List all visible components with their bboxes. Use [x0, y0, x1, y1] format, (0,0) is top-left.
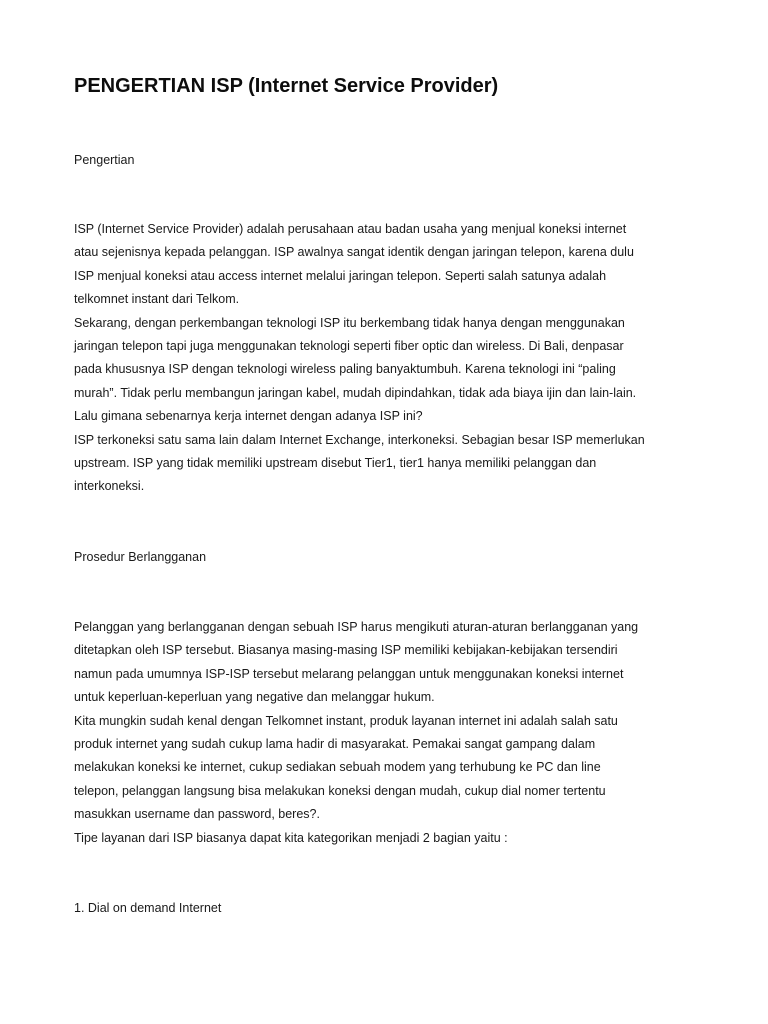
text-line: telkomnet instant dari Telkom. — [74, 292, 240, 307]
text-line: pada khususnya ISP dengan teknologi wireless paling banyaktumbuh. Karena teknologi ini “paling — [74, 362, 616, 377]
text-line: jaringan telepon tapi juga menggunakan teknologi seperti fiber optic dan wireless. Di Bali, denpasar — [74, 338, 624, 353]
text-line: ditetapkan oleh ISP tersebut. Biasanya masing-masing ISP memiliki kebijakan-kebijakan tersendiri — [74, 643, 618, 658]
text-line: untuk keperluan-keperluan yang negative dan melanggar hukum. — [74, 690, 435, 705]
text-line: interkoneksi. — [74, 479, 145, 494]
text-line: namun pada umumnya ISP-ISP tersebut melarang pelanggan untuk menggunakan koneksi internet — [74, 666, 624, 681]
text-line: upstream. ISP yang tidak memiliki upstream disebut Tier1, tier1 hanya memiliki pelanggan dan — [74, 455, 597, 470]
text-line: atau sejenisnya kepada pelanggan. ISP awalnya sangat identik dengan jaringan telepon, karena dulu — [74, 245, 634, 260]
text-line: melakukan koneksi ke internet, cukup sediakan sebuah modem yang terhubung ke PC dan line — [74, 760, 601, 775]
text-line: murah”. Tidak perlu membangun jaringan kabel, mudah dipindahkan, tidak ada biaya ijin dan lain-lain. — [74, 385, 637, 400]
section-heading-prosedur-berlangganan: Prosedur Berlangganan — [74, 550, 207, 564]
page-title: PENGERTIAN ISP (Internet Service Provider) — [74, 75, 499, 97]
text-line: Tipe layanan dari ISP biasanya dapat kita kategorikan menjadi 2 bagian yaitu : — [74, 830, 508, 845]
text-line: Sekarang, dengan perkembangan teknologi ISP itu berkembang tidak hanya dengan menggunakan — [74, 315, 625, 330]
text-line: masukkan username dan password, beres?. — [74, 807, 320, 822]
text-line: Kita mungkin sudah kenal dengan Telkomnet instant, produk layanan internet ini adalah salah satu — [74, 713, 618, 728]
text-line: produk internet yang sudah cukup lama hadir di masyarakat. Pemakai sangat gampang dalam — [74, 736, 596, 751]
section-heading-dial-on-demand: 1. Dial on demand Internet — [74, 901, 222, 915]
text-line: telepon, pelanggan langsung bisa melakukan koneksi dengan mudah, cukup dial nomer tertentu — [74, 783, 606, 798]
text-line: ISP (Internet Service Provider) adalah perusahaan atau badan usaha yang menjual koneksi internet — [74, 222, 627, 236]
paragraph-prosedur-berlangganan — [74, 616, 714, 850]
text-line: ISP menjual koneksi atau access internet melalui jaringan telepon. Seperti salah satunya adalah — [74, 268, 607, 283]
text-line: ISP terkoneksi satu sama lain dalam Internet Exchange, interkoneksi. Sebagian besar ISP memerlukan — [74, 432, 645, 447]
text-line: Lalu gimana sebenarnya kerja internet dengan adanya ISP ini? — [74, 409, 423, 424]
text-line: Pelanggan yang berlangganan dengan sebuah ISP harus mengikuti aturan-aturan berlangganan yang — [74, 620, 639, 634]
section-heading-pengertian: Pengertian — [74, 153, 135, 167]
paragraph-pengertian — [74, 218, 714, 499]
